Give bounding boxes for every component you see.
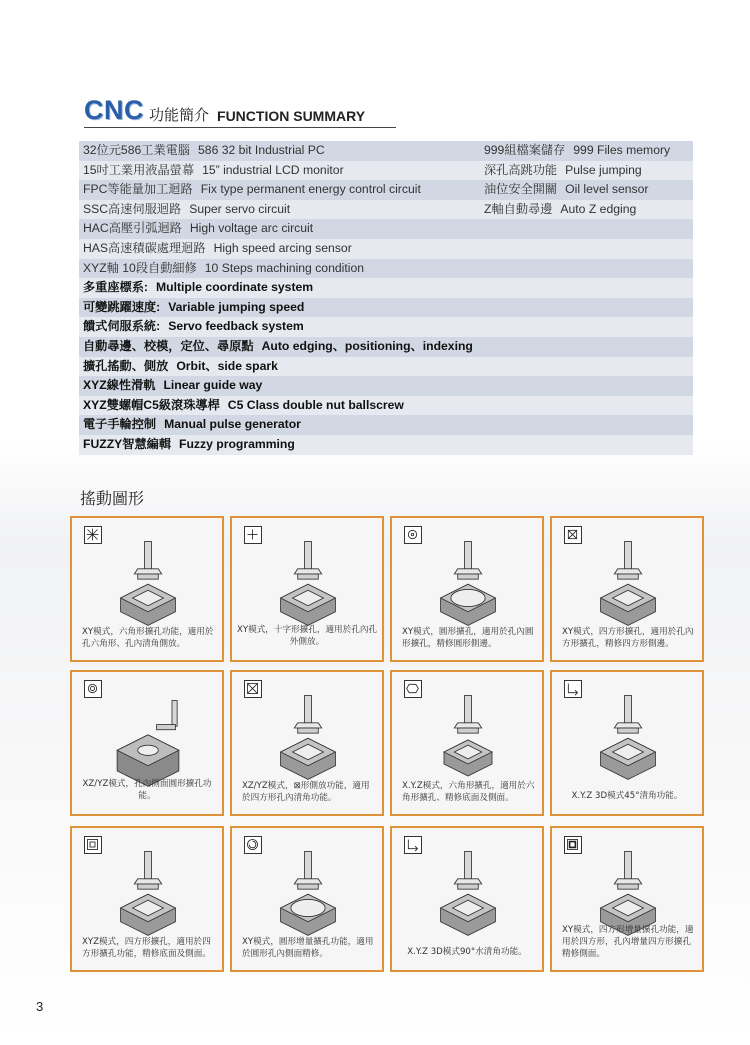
- electrode-workpiece-illustration: [580, 538, 676, 634]
- orbit-pattern-grid: [70, 516, 700, 986]
- orbit-pattern-card: [550, 516, 704, 662]
- feature-en: 10 Steps machining condition: [204, 260, 364, 275]
- title-chinese: 功能簡介: [149, 106, 210, 124]
- feature-left: [83, 161, 344, 181]
- card-caption: XY模式，十字形擴孔，適用於孔內孔外側放。: [236, 625, 378, 647]
- feature-table: [79, 141, 693, 455]
- feature-row: [79, 141, 693, 161]
- feature-cn: 可變跳躍速度:: [83, 299, 161, 314]
- card-caption: XZ/YZ模式，孔內側面圓形擴孔功能。: [82, 779, 212, 801]
- feature-cn: 32位元586工業電腦: [83, 143, 191, 157]
- feature-en: Super servo circuit: [189, 201, 291, 216]
- feature-left: [83, 278, 313, 298]
- feature-left: [83, 259, 364, 279]
- card-caption: XY模式，四方形增量擴孔功能，適用於四方形，孔內增量四方形擴孔精修側面。: [562, 925, 694, 959]
- electrode-workpiece-illustration: [580, 692, 676, 788]
- feature-left: [83, 317, 304, 337]
- feature-cn: 饋式伺服系統:: [83, 319, 161, 334]
- feature-row: [79, 357, 693, 377]
- feature-left: [83, 357, 278, 377]
- orbit-pattern-card: [70, 826, 224, 972]
- feature-row: [79, 219, 693, 239]
- electrode-workpiece-illustration: [260, 538, 356, 634]
- feature-en: 586 32 bit Industrial PC: [198, 143, 325, 157]
- feature-en: Fix type permanent energy control circuit: [200, 182, 421, 197]
- feature-en: Manual pulse generator: [164, 417, 301, 432]
- feature-en: Multiple coordinate system: [156, 280, 314, 295]
- orbit-pattern-card: [390, 670, 544, 816]
- feature-left: [83, 415, 301, 435]
- orbit-patterns-title: 搖動圖形: [80, 489, 145, 508]
- feature-left: [83, 180, 421, 200]
- feature-right: [484, 200, 636, 220]
- feature-en: Linear guide way: [163, 378, 263, 393]
- feature-left: [83, 435, 295, 455]
- feature-cn: XYZ雙螺帽C5級滾珠導桿: [83, 397, 220, 412]
- feature-right: [484, 141, 670, 161]
- feature-row: [79, 200, 693, 220]
- feature-left: [83, 200, 290, 220]
- electrode-workpiece-illustration: [100, 692, 196, 788]
- feature-left: [83, 298, 304, 318]
- feature-cn: HAC高壓引弧迴路: [83, 221, 182, 236]
- feature-en: Servo feedback system: [168, 319, 304, 334]
- feature-row: [79, 396, 693, 416]
- feature-row: [79, 337, 693, 357]
- feature-en: C5 Class double nut ballscrew: [227, 397, 404, 412]
- feature-cn: SSC高速伺服迴路: [83, 201, 182, 216]
- brand-logo: CNC: [84, 95, 144, 125]
- orbit-pattern-card: [230, 516, 384, 662]
- feature-left: [83, 219, 313, 239]
- feature-cn: 15吋工業用液晶螢幕: [83, 162, 195, 177]
- card-caption: XZ/YZ模式，⊠形側放功能，適用於四方形孔內清角功能。: [242, 781, 370, 803]
- card-caption: XY模式，圓形擴孔，適用於孔內圓形擴孔，精修圓形側邊。: [402, 627, 534, 649]
- feature-right-cn: 999組檔案儲存: [484, 143, 566, 157]
- feature-row: [79, 259, 693, 279]
- card-caption: XYZ模式，四方形擴孔，適用於四方形擴孔功能，精修底面及側面。: [82, 937, 211, 959]
- electrode-workpiece-illustration: [260, 692, 356, 788]
- feature-left: [83, 376, 262, 396]
- feature-right-cn: Z軸自動尋邊: [484, 201, 553, 216]
- feature-row: [79, 317, 693, 337]
- feature-row: [79, 376, 693, 396]
- feature-cn: 多重座標系:: [83, 280, 148, 295]
- orbit-pattern-card: [550, 826, 704, 972]
- feature-right-cn: 深孔高跳功能: [484, 162, 558, 177]
- feature-cn: 自動尋邊、校模，定位、尋原點: [83, 338, 254, 353]
- card-caption: XY模式，圓形增量擴孔功能，適用於圓形孔內側面精修。: [242, 937, 374, 959]
- title-english: FUNCTION SUMMARY: [217, 108, 366, 124]
- feature-left: [83, 141, 325, 161]
- orbit-pattern-card: [390, 516, 544, 662]
- card-caption: XY模式，四方形擴孔，適用於孔內方形擴孔，精修四方形側邊。: [562, 627, 694, 649]
- orbit-pattern-card: [230, 826, 384, 972]
- orbit-pattern-card: [390, 826, 544, 972]
- feature-cn: 擴孔搖動、側放: [83, 358, 169, 373]
- electrode-workpiece-illustration: [420, 538, 516, 634]
- feature-left: [83, 337, 473, 357]
- feature-en: Variable jumping speed: [168, 299, 305, 314]
- feature-row: [79, 278, 693, 298]
- feature-cn: FUZZY智慧編輯: [83, 436, 172, 451]
- feature-row: [79, 298, 693, 318]
- feature-right: [484, 180, 648, 200]
- feature-right-en: Oil level sensor: [565, 182, 649, 197]
- electrode-workpiece-illustration: [260, 848, 356, 944]
- orbit-pattern-card: [550, 670, 704, 816]
- feature-right-cn: 油位安全開關: [484, 182, 558, 197]
- orbit-pattern-card: [70, 670, 224, 816]
- card-caption: XY模式，六角形擴孔功能，適用於孔六角形、孔內清角側放。: [82, 627, 214, 649]
- feature-cn: XYZ線性滑軌: [83, 378, 156, 393]
- feature-cn: FPC等能量加工迴路: [83, 182, 193, 197]
- card-caption: X.Y.Z 3D模式45°清角功能。: [571, 791, 683, 801]
- feature-right-en: Pulse jumping: [565, 162, 642, 177]
- card-caption: X.Y.Z 3D模式90°水清角功能。: [407, 947, 527, 957]
- page-number: 3: [36, 999, 44, 1014]
- feature-cn: XYZ軸 10段自動細修: [83, 260, 197, 275]
- feature-en: Auto edging、positioning、indexing: [261, 338, 473, 353]
- feature-right-en: Auto Z edging: [560, 201, 637, 216]
- electrode-workpiece-illustration: [420, 692, 516, 788]
- feature-en: High voltage arc circuit: [189, 221, 314, 236]
- feature-row: [79, 161, 693, 181]
- feature-en: High speed arcing sensor: [213, 240, 352, 255]
- feature-cn: 電子手輪控制: [83, 417, 157, 432]
- feature-row: [79, 435, 693, 455]
- feature-right: [484, 161, 642, 181]
- feature-right-en: 999 Files memory: [573, 143, 671, 157]
- feature-en: 15” industrial LCD monitor: [202, 162, 344, 177]
- feature-row: [79, 239, 693, 259]
- feature-left: [83, 239, 352, 259]
- electrode-workpiece-illustration: [100, 848, 196, 944]
- feature-cn: HAS高速積碳處理迴路: [83, 240, 206, 255]
- feature-left: [83, 396, 404, 416]
- card-caption: X.Y.Z模式，六角形擴孔，適用於六角形擴孔、精修底面及側面。: [402, 781, 535, 803]
- orbit-pattern-card: [70, 516, 224, 662]
- electrode-workpiece-illustration: [100, 538, 196, 634]
- electrode-workpiece-illustration: [420, 848, 516, 944]
- feature-en: Orbit、side spark: [176, 358, 278, 373]
- feature-row: [79, 415, 693, 435]
- orbit-pattern-card: [230, 670, 384, 816]
- section-header: [84, 96, 396, 128]
- feature-en: Fuzzy programming: [179, 436, 295, 451]
- feature-row: [79, 180, 693, 200]
